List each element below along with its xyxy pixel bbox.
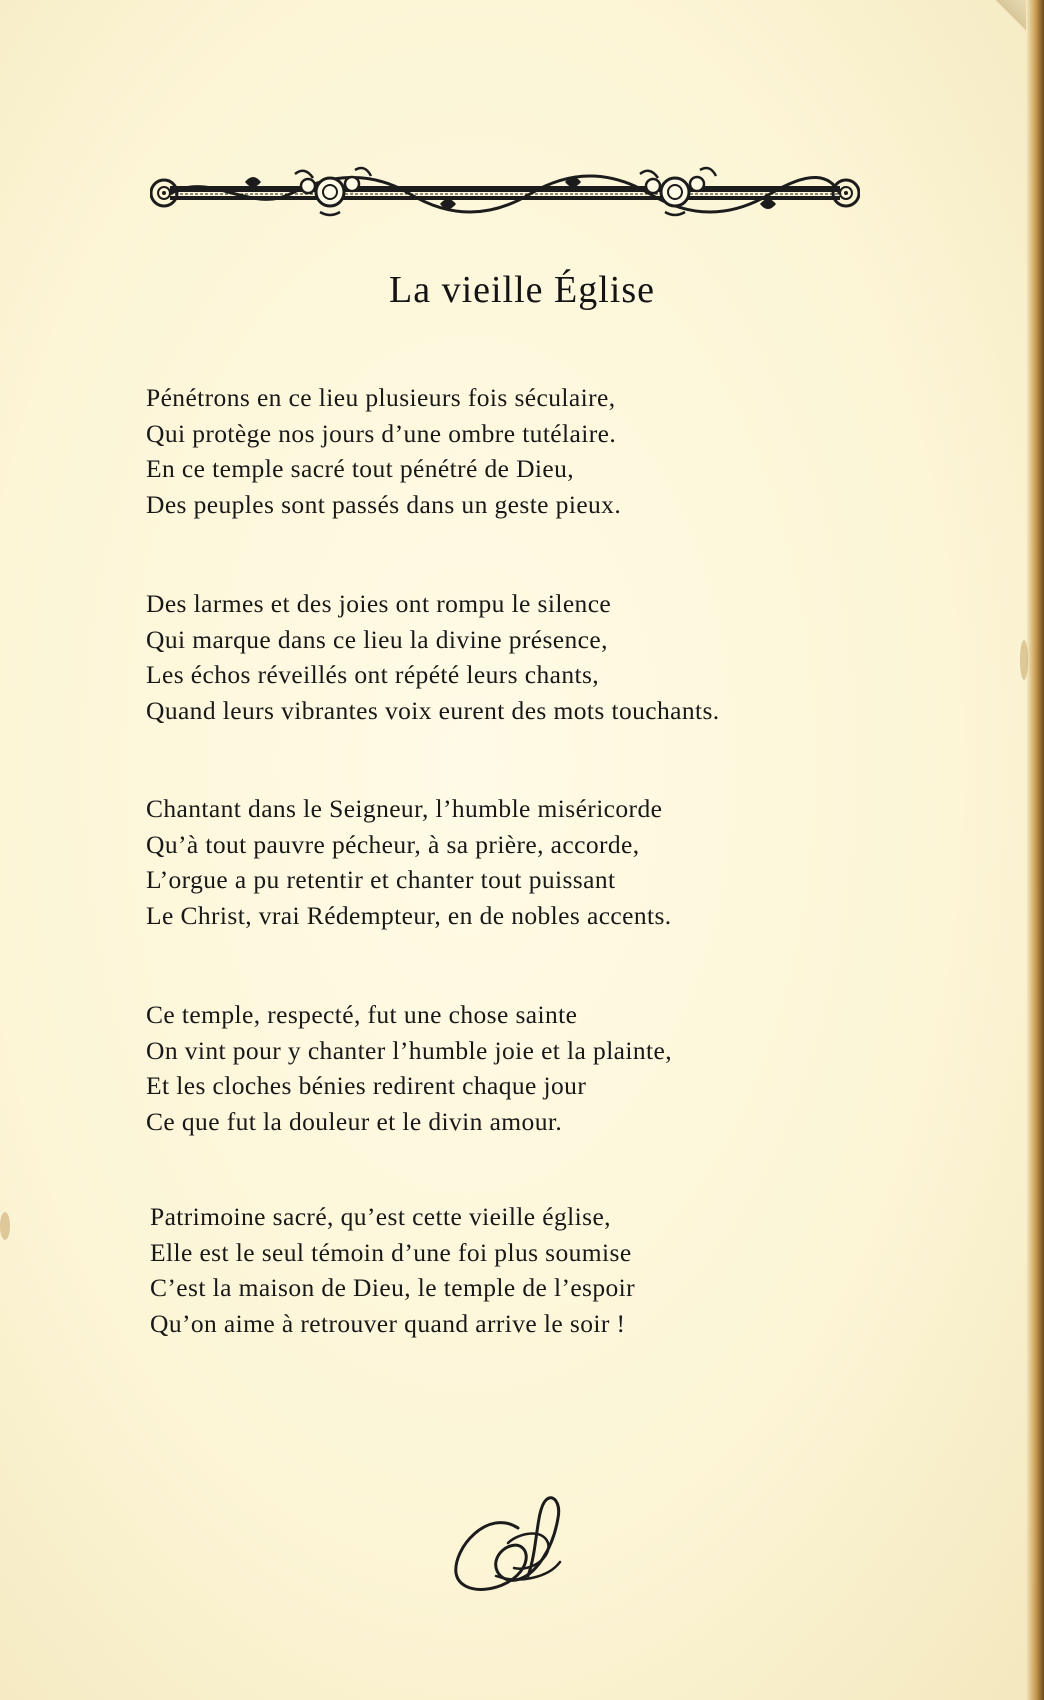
verse-line: En ce temple sacré tout pénétré de Dieu,	[146, 454, 575, 484]
verse-line: Qu’à tout pauvre pécheur, à sa prière, accorde,	[146, 829, 640, 859]
stanza-2	[146, 586, 906, 729]
poem-title: La vieille Église	[388, 269, 656, 311]
verse-line: Qui marque dans ce lieu la divine présence,	[146, 624, 608, 654]
verse-line: Et les cloches bénies redirent chaque jour	[146, 1071, 587, 1101]
age-stain	[1020, 640, 1028, 680]
stanza-5	[150, 1199, 910, 1342]
stanza-3	[146, 791, 906, 934]
worn-page-edge	[1026, 0, 1044, 1700]
verse-line: Des larmes et des joies ont rompu le silence	[146, 589, 612, 618]
verse-line: Le Christ, vrai Rédempteur, en de nobles accents.	[146, 901, 672, 931]
verse-line: On vint pour y chanter l’humble joie et la plainte,	[146, 1035, 673, 1065]
verse-line: Qui protège nos jours d’une ombre tutélaire.	[146, 418, 617, 448]
rosette-right	[833, 180, 859, 206]
verse-line: Ce que fut la douleur et le divin amour.	[146, 1107, 563, 1137]
page-corner-fold	[996, 0, 1026, 30]
verse-line: C’est la maison de Dieu, le temple de l’espoir	[150, 1273, 636, 1303]
calligraphic-monogram	[448, 1488, 568, 1598]
verse-line: L’orgue a pu retentir et chanter tout puissant	[146, 865, 616, 895]
floral-garland-ornament	[150, 164, 860, 222]
verse-line: Pénétrons en ce lieu plusieurs fois séculaire,	[146, 383, 616, 412]
verse-line: Les échos réveillés ont répété leurs chants,	[146, 660, 600, 690]
stanza-1	[146, 380, 906, 523]
verse-line: Quand leurs vibrantes voix eurent des mots touchants.	[146, 696, 720, 726]
verse-line: Patrimoine sacré, qu’est cette vieille église,	[150, 1202, 611, 1231]
verse-line: Ce temple, respecté, fut une chose sainte	[146, 1000, 578, 1029]
stanza-4	[146, 997, 906, 1140]
verse-line: Elle est le seul témoin d’une foi plus soumise	[150, 1237, 632, 1267]
verse-line: Chantant dans le Seigneur, l’humble miséricorde	[146, 794, 663, 823]
verse-line: Qu’on aime à retrouver quand arrive le soir !	[150, 1309, 626, 1339]
age-stain	[0, 1212, 10, 1240]
verse-line: Des peuples sont passés dans un geste pieux.	[146, 490, 622, 520]
